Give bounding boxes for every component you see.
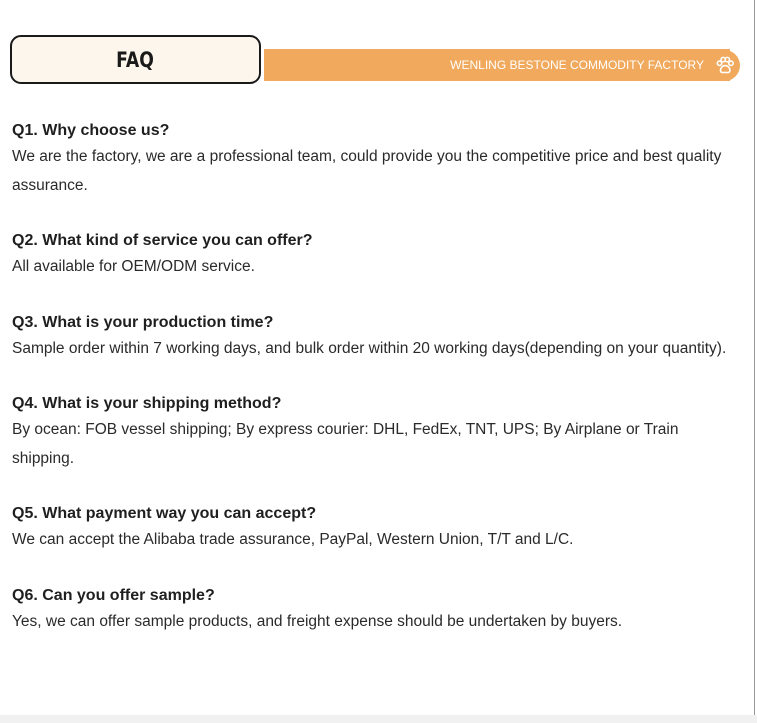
faq-answer: By ocean: FOB vessel shipping; By express courier: DHL, FedEx, TNT, UPS; By Airplane or Train shipping.: [12, 421, 679, 467]
faq-question: Q3. What is your production time?: [12, 313, 274, 331]
faq-question: Q1. Why choose us?: [12, 122, 170, 139]
faq-question: Q4. What is your shipping method?: [12, 395, 282, 412]
faq-item: [12, 229, 732, 282]
faq-question: Q5. What payment way you can accept?: [12, 505, 317, 522]
faq-question: Q2. What kind of service you can offer?: [12, 232, 313, 249]
faq-answer: We are the factory, we are a professional team, could provide you the competitive price and best quality assurance.: [12, 148, 722, 194]
faq-item: [12, 119, 732, 200]
faq-item: [12, 502, 732, 555]
paw-icon: [714, 55, 736, 77]
faq-answer: Sample order within 7 working days, and bulk order within 20 working days(depending on your quantity).: [12, 339, 727, 357]
brand-banner-text: WENLING BESTONE COMMODITY FACTORY: [450, 58, 704, 72]
bottom-band: [0, 715, 757, 723]
faq-answer: All available for OEM/ODM service.: [12, 258, 255, 275]
faq-title: FAQ: [116, 47, 155, 72]
paw-logo: [709, 50, 740, 81]
brand-banner: [264, 49, 730, 81]
faq-item: [12, 584, 732, 637]
faq-item: [12, 311, 732, 364]
faq-answer: Yes, we can offer sample products, and freight expense should be undertaken by buyers.: [12, 612, 623, 630]
faq-item: [12, 392, 732, 473]
faq-title-box: [10, 35, 261, 84]
faq-list: [12, 119, 732, 636]
right-border-line: [754, 0, 755, 723]
faq-header: [10, 35, 745, 85]
faq-question: Q6. Can you offer sample?: [12, 586, 215, 604]
faq-answer: We can accept the Alibaba trade assurance, PayPal, Western Union, T/T and L/C.: [12, 531, 574, 548]
